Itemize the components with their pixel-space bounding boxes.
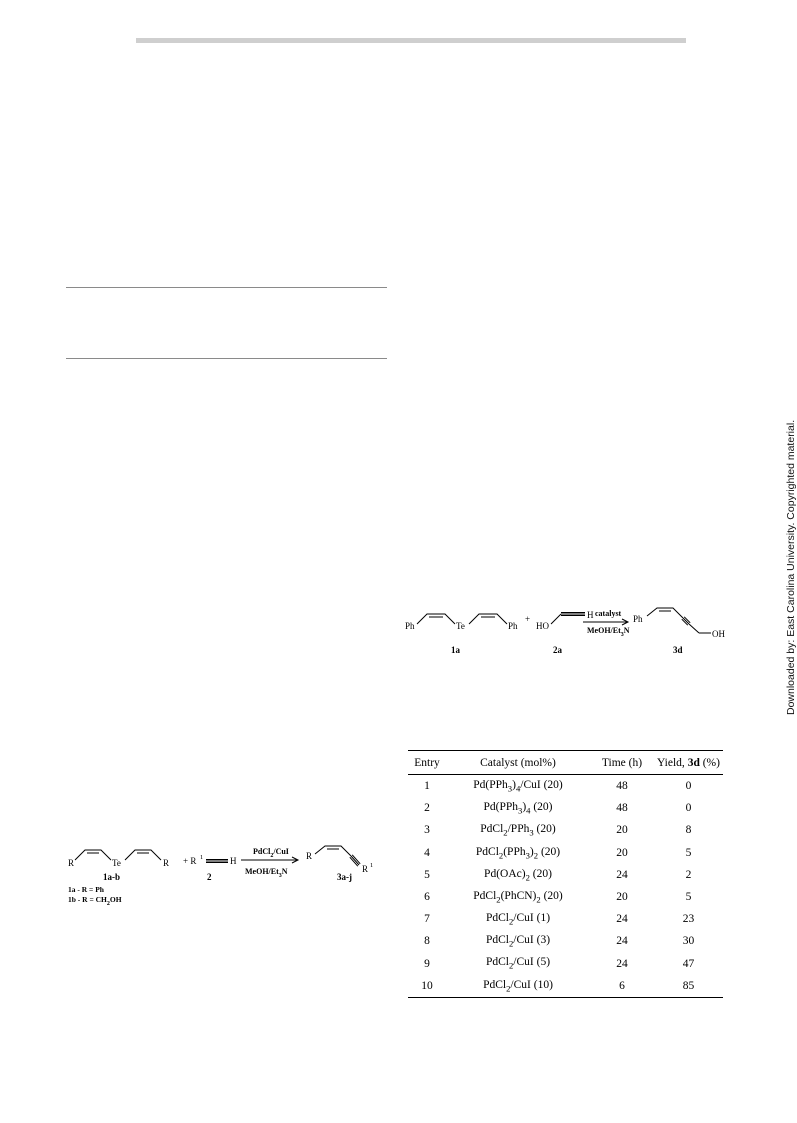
download-notice: Downloaded by: East Carolina University. Copyrighted material.	[785, 419, 797, 715]
cell-catalyst: $Pd(PPh_3)_4$/CuI (20)	[473, 778, 563, 794]
table-row	[408, 930, 723, 952]
cell-time: 24	[616, 913, 628, 926]
cell-time: 24	[616, 868, 628, 881]
cell-time: 20	[616, 891, 628, 904]
cell-entry: 9	[424, 957, 430, 970]
table-row	[408, 797, 723, 819]
alkyne-label: 2	[207, 872, 212, 882]
plus-r: + R	[183, 856, 197, 866]
header-time: Time (h)	[590, 751, 654, 775]
reactant1-label: 1a	[451, 645, 460, 655]
cell-time: 48	[616, 780, 628, 793]
reagent-above: PdCl$_2$/CuI	[253, 847, 289, 859]
reactant-r-left: R	[68, 858, 75, 868]
reagent-below: MeOH/$Et_3N$	[245, 867, 288, 879]
cell-yield: 8	[685, 824, 692, 837]
reactant-label: 1a-b	[103, 872, 121, 882]
bond-lines-product	[647, 608, 711, 633]
cell-catalyst: PdCl$_2$/CuI (5)	[485, 956, 551, 971]
cell-catalyst: $PdCl_2(PhCN)_2$ (20)	[473, 889, 563, 905]
rule-bottom	[66, 358, 387, 359]
cell-entry: 2	[424, 802, 430, 815]
scheme-top	[405, 600, 735, 666]
scheme-bottom	[63, 838, 393, 916]
product-label: 3d	[673, 645, 683, 655]
cell-yield: 23	[682, 913, 695, 926]
table-row	[408, 775, 723, 798]
plus-sign: +	[525, 614, 531, 624]
cell-time: 48	[616, 802, 628, 815]
cell-entry: 7	[424, 913, 430, 926]
table-row	[408, 842, 723, 864]
table-row	[408, 886, 723, 908]
cell-entry: 6	[424, 891, 430, 904]
cell-entry: 5	[424, 868, 430, 881]
cell-yield: 2	[685, 868, 692, 881]
reagent-above: catalyst	[595, 609, 622, 618]
cell-time: 24	[616, 957, 628, 970]
reactant1-ph-right: Ph	[508, 621, 518, 631]
superscript-1: 1	[200, 854, 204, 861]
reactant2-ho: HO	[536, 621, 549, 631]
alkyne-bond	[206, 860, 228, 863]
cell-time: 20	[616, 824, 628, 837]
cell-entry: 8	[424, 935, 430, 948]
reagent-below: MeOH/$Et_3N$	[587, 626, 630, 638]
cell-yield: 85	[654, 975, 723, 998]
cell-catalyst: $Pd(PPh_3)_4$ (20)	[483, 801, 553, 816]
note-1a: 1a - R = Ph	[68, 885, 104, 894]
header-yield: Yield, 3d (%)	[654, 751, 723, 775]
cell-catalyst: PdCl$_2$/PPh$_3$ (20)	[480, 823, 556, 838]
reactant1-ph-left: Ph	[405, 621, 415, 631]
cell-catalyst: PdCl$_2$/CuI (1)	[485, 912, 551, 927]
cell-time: 24	[616, 935, 628, 948]
reactant-te: Te	[112, 858, 121, 868]
cell-time: 6	[590, 975, 654, 998]
table-row	[408, 819, 723, 841]
rule-top	[66, 287, 387, 288]
cell-yield: 30	[682, 935, 695, 948]
cell-catalyst: PdCl$_2$/CuI (10)	[446, 975, 590, 998]
cell-yield: 0	[685, 802, 692, 815]
reactant2-label: 2a	[553, 645, 562, 655]
cell-yield: 5	[685, 891, 692, 904]
table-row	[408, 908, 723, 930]
cell-yield: 0	[685, 780, 692, 793]
product-r1: R	[362, 864, 369, 874]
reactant1-te: Te	[456, 621, 465, 631]
table-row	[408, 953, 723, 975]
cell-entry: 1	[424, 780, 430, 793]
header-catalyst: Catalyst (mol%)	[446, 751, 590, 775]
product-label: 3a-j	[337, 872, 352, 882]
bond-lines-product-bottom	[315, 846, 360, 866]
table-row	[408, 975, 723, 998]
table-row	[408, 864, 723, 886]
table-header-row	[408, 751, 723, 775]
cell-entry: 4	[424, 846, 430, 859]
cell-yield: 5	[685, 846, 692, 859]
cell-catalyst: PdCl$_2$/CuI (3)	[485, 934, 551, 949]
cell-catalyst: $PdCl_2(PPh_3)_2$ (20)	[475, 845, 561, 860]
header-entry: Entry	[408, 751, 446, 775]
cell-entry: 10	[408, 975, 446, 998]
product-superscript-1: 1	[370, 862, 374, 869]
cell-time: 20	[616, 846, 628, 859]
header-bar	[136, 38, 686, 43]
cell-entry: 3	[424, 824, 430, 837]
cell-catalyst: $Pd(OAc)_2$ (20)	[484, 867, 552, 882]
alkyne-h: H	[230, 856, 237, 866]
bond-lines-reactant2	[551, 613, 585, 625]
note-1b: $1b - R = CH_2OH$	[68, 895, 122, 907]
cell-yield: 47	[682, 957, 695, 970]
reactant2-h: H	[587, 610, 594, 620]
table-body	[408, 775, 723, 998]
reactant-r-right: R	[163, 858, 170, 868]
catalyst-table	[408, 750, 723, 998]
product-r: R	[306, 851, 313, 861]
product-oh: OH	[712, 629, 725, 639]
product-ph: Ph	[633, 614, 643, 624]
